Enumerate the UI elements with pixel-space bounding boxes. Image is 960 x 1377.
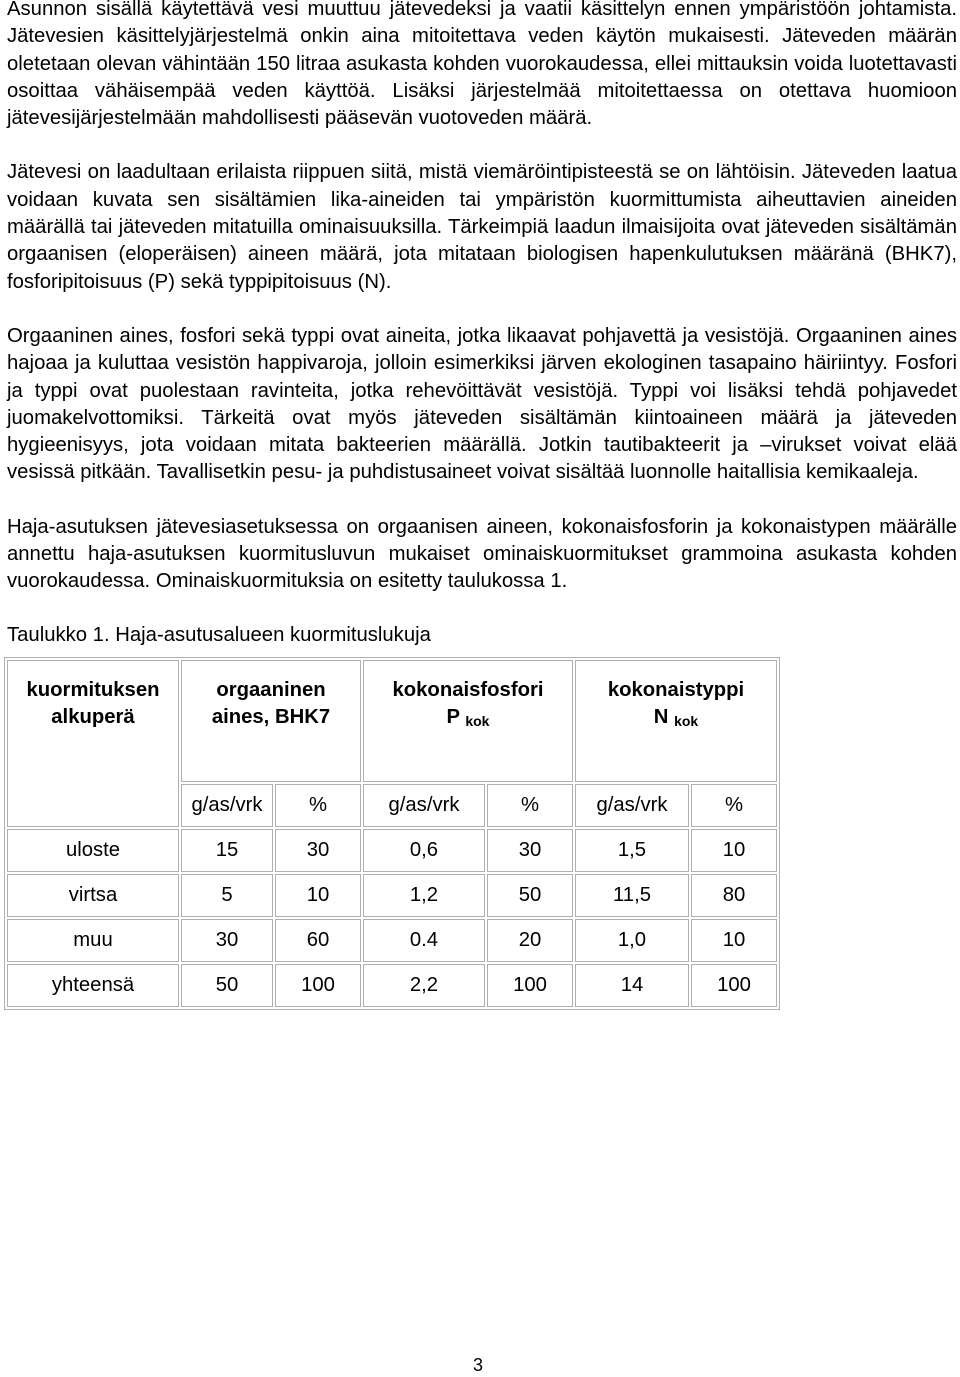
unit-cell: % [487, 784, 573, 827]
table-row [7, 829, 777, 872]
header-total-phosphorus: kokonaisfosfori P $_{kok}$ [363, 660, 573, 782]
table-cell: 1,0 [575, 919, 689, 962]
row-label: uloste [7, 829, 179, 872]
document-page [7, 0, 957, 1010]
table-row [7, 919, 777, 962]
table-cell: 15 [181, 829, 273, 872]
load-table [4, 657, 780, 1010]
table-cell: 1,5 [575, 829, 689, 872]
unit-cell: g/as/vrk [363, 784, 485, 827]
table-cell: 100 [691, 964, 777, 1007]
table-caption: Taulukko 1. Haja-asutusalueen kuormituslukuja [7, 623, 431, 646]
table-cell: 50 [181, 964, 273, 1007]
unit-cell: % [691, 784, 777, 827]
paragraph-regulation: Haja-asutuksen jätevesiasetuksessa on orgaanisen aineen, kokonaisfosforin ja kokonaistypen määrälle annettu haja-asutuksen kuormitusluvun mukaiset ominaiskuormitukset grammoina asukasta kohden vuorokaudessa. Ominaiskuormituksia on esitetty taulukossa 1. [7, 515, 957, 593]
paragraph-wastewater-quality: Jätevesi on laadultaan erilaista riippuen siitä, mistä viemäröintipisteestä se on lähtöisin. Jäteveden laatua voidaan kuvata sen sisältämien lika-aineiden tai ympäristön kuormittumista aiheuttavien aineiden määrällä tai jäteveden mitatuilla ominaisuuksilla. Tärkeimpiä laadun ilmaisijoita ovat jäteveden sisältämän orgaanisen (eloperäisen) aineen määrä, jota mitataan biologisen hapenkulutuksen määränä (BHK7), fosforipitoisuus (P) sekä typpipitoisuus (N). [7, 161, 957, 293]
table-cell: 10 [691, 919, 777, 962]
table-cell: 10 [275, 874, 361, 917]
table-cell: 80 [691, 874, 777, 917]
header-origin: kuormituksen alkuperä [7, 660, 179, 827]
table-cell: 2,2 [363, 964, 485, 1007]
row-label: muu [7, 919, 179, 962]
paragraph-wastewater-volume: Asunnon sisällä käytettävä vesi muuttuu jätevedeksi ja vaatii käsittelyn ennen ympäristöön johtamista. Jätevesien käsittelyjärjestelmä onkin aina mitoitettava veden käytön mukaisesti. Jäteveden määrän oletetaan olevan vähintään 150 litraa asukasta kohden vuorokaudessa, ellei mittauksin voida luotettavasti osoittaa vähäisempää veden käyttöä. Lisäksi järjestelmää mitoitettaessa on otettava huomioon jätevesijärjestelmään mahdollisesti pääsevän vuotoveden määrä. [7, 0, 957, 130]
table-cell: 14 [575, 964, 689, 1007]
unit-cell: % [275, 784, 361, 827]
row-label: virtsa [7, 874, 179, 917]
table-cell: 0,6 [363, 829, 485, 872]
table-cell: 60 [275, 919, 361, 962]
table-cell: 1,2 [363, 874, 485, 917]
table-cell: 30 [275, 829, 361, 872]
table-cell: 100 [275, 964, 361, 1007]
table-row [7, 874, 777, 917]
table-cell: 0.4 [363, 919, 485, 962]
table-cell: 10 [691, 829, 777, 872]
table-row-total [7, 964, 777, 1007]
table-cell: 11,5 [575, 874, 689, 917]
unit-cell: g/as/vrk [575, 784, 689, 827]
table-cell: 30 [181, 919, 273, 962]
table-cell: 50 [487, 874, 573, 917]
table-header-row [7, 660, 777, 782]
table-cell: 100 [487, 964, 573, 1007]
table-cell: 5 [181, 874, 273, 917]
row-label: yhteensä [7, 964, 179, 1007]
unit-cell: g/as/vrk [181, 784, 273, 827]
header-total-nitrogen: kokonaistyppi N $_{kok}$ [575, 660, 777, 782]
paragraph-pollutant-effects: Orgaaninen aines, fosfori sekä typpi ovat aineita, jotka likaavat pohjavettä ja vesistöjä. Orgaaninen aines hajoaa ja kuluttaa vesistön happivaroja, jolloin esimerkiksi järven ekologinen tasapaino häiriintyy. Fosfori ja typpi ovat puolestaan ravinteita, jotka rehevöittävät vesistöjä. Typpi voi lisäksi tehdä pohjavedet juomakelvottomiksi. Tärkeitä ovat myös jäteveden sisältämän kiintoaineen määrä ja jäteveden hygieenisyys, jota voidaan mitata bakteerien määrällä. Jotkin tautibakteerit ja –virukset voivat elää vesissä pitkään. Tavallisetkin pesu- ja puhdistusaineet voivat sisältää luonnolle haitallisia kemikaaleja. [7, 324, 957, 484]
table-cell: 20 [487, 919, 573, 962]
header-organic-matter: orgaaninen aines, BHK7 [181, 660, 361, 782]
table-cell: 30 [487, 829, 573, 872]
page-number: 3 [473, 1355, 484, 1375]
